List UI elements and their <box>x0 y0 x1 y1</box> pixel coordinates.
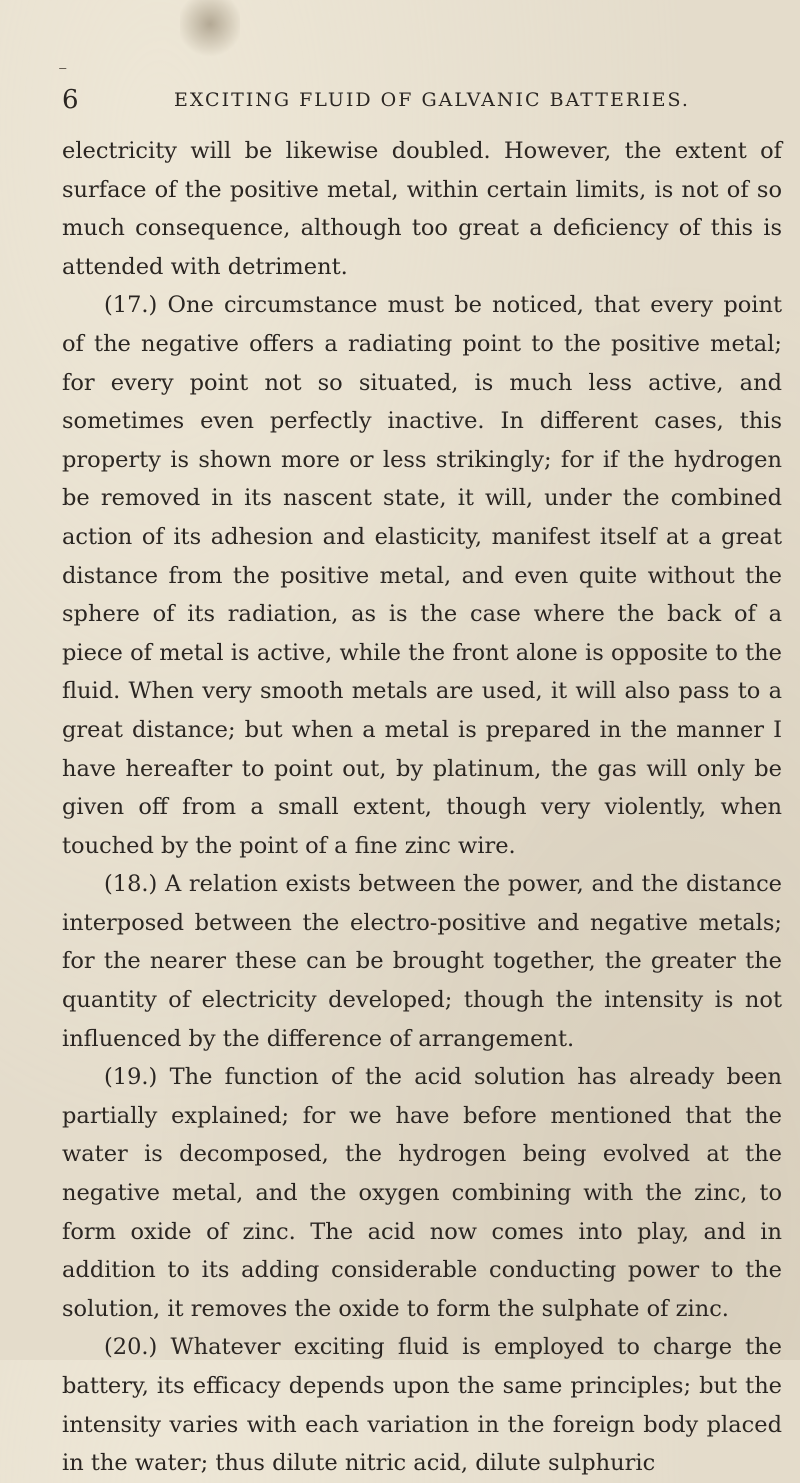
running-head: EXCITING FLUID OF GALVANIC BATTERIES. <box>174 89 690 111</box>
page-number: 6 <box>62 85 79 115</box>
paragraph-continuation: electricity will be likewise doubled. However, the extent of surface of the positive metal, within certain limits, is not of so much consequence, although too great a deficiency of this is attended with detriment. <box>62 138 782 280</box>
page-smudge <box>180 0 240 60</box>
page-header <box>62 82 762 118</box>
paragraph-18: (18.) A relation exists between the power, and the distance interposed between the electro-positive and negative metals; for the nearer these can be brought together, the greater the quantity of electricity developed; though the intensity is not influenced by the difference of arrangement. <box>62 871 782 1052</box>
margin-mark: ⁻ <box>58 62 68 83</box>
paragraph-19: (19.) The function of the acid solution has already been partially explained; for we have before mentioned that the water is decomposed, the hydrogen being evolved at the negative metal, and the oxygen combining with the zinc, to form oxide of zinc. The acid now comes into play, and in addition to its adding considerable conducting power to the solution, it removes the oxide to form the sulphate of zinc. <box>62 1064 782 1322</box>
paragraph-17: (17.) One circumstance must be noticed, that every point of the negative offers a radiating point to the positive metal; for every point not so situated, is much less active, and sometimes even perfectly inactive. In different cases, this property is shown more or less strikingly; for if the hydrogen be removed in its nascent state, it will, under the combined action of its adhesion and elasticity, manifest itself at a great distance from the positive metal, and even quite without the sphere of its radiation, as is the case where the back of a piece of metal is active, while the front alone is opposite to the fluid. When very smooth metals are used, it will also pass to a great distance; but when a metal is prepared in the manner I have hereafter to point out, by platinum, the gas will only be given off from a small extent, though very violently, when touched by the point of a fine zinc wire. <box>62 292 782 859</box>
body-text <box>62 132 782 1483</box>
paragraph-20: (20.) Whatever exciting fluid is employed to charge the battery, its efficacy depends upon the same principles; but the intensity varies with each variation in the foreign body placed in the water; thus dilute nitric acid, dilute sulphuric <box>62 1334 782 1477</box>
